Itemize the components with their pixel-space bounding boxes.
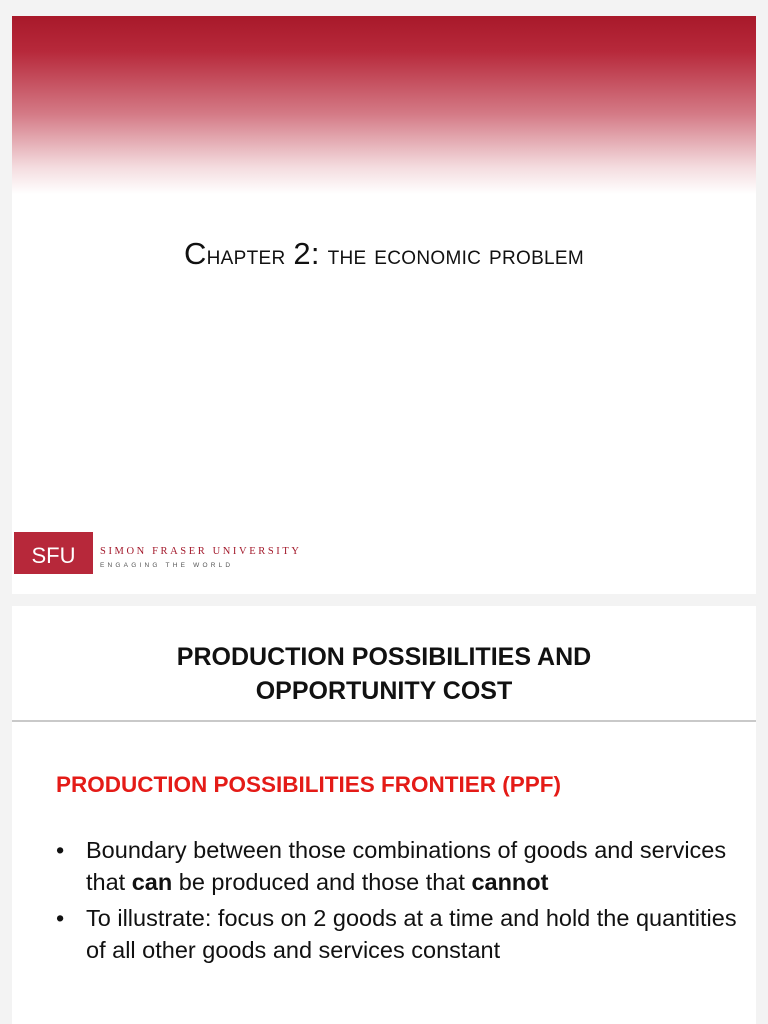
content-slide <box>12 606 756 1024</box>
slide-title: PRODUCTION POSSIBILITIES AND OPPORTUNITY COST <box>176 643 592 705</box>
sfu-logo-box: SFU <box>14 532 93 574</box>
university-tagline: ENGAGING THE WORLD <box>100 562 234 569</box>
list-item: • Boundary between those combinations of goods and services that can be produced and those that cannot <box>56 837 727 895</box>
title-slide <box>12 16 756 594</box>
university-name: SIMON FRASER UNIVERSITY <box>100 546 302 557</box>
red-gradient-banner <box>12 16 756 194</box>
list-item: • To illustrate: focus on 2 goods at a time and hold the quantities of all other goods and services constant <box>56 905 737 963</box>
section-heading: PRODUCTION POSSIBILITIES FRONTIER (PPF) <box>56 772 562 797</box>
bullet-list <box>56 834 746 970</box>
title-divider <box>12 720 756 722</box>
chapter-title: Chapter 2: the economic problem <box>183 236 585 271</box>
